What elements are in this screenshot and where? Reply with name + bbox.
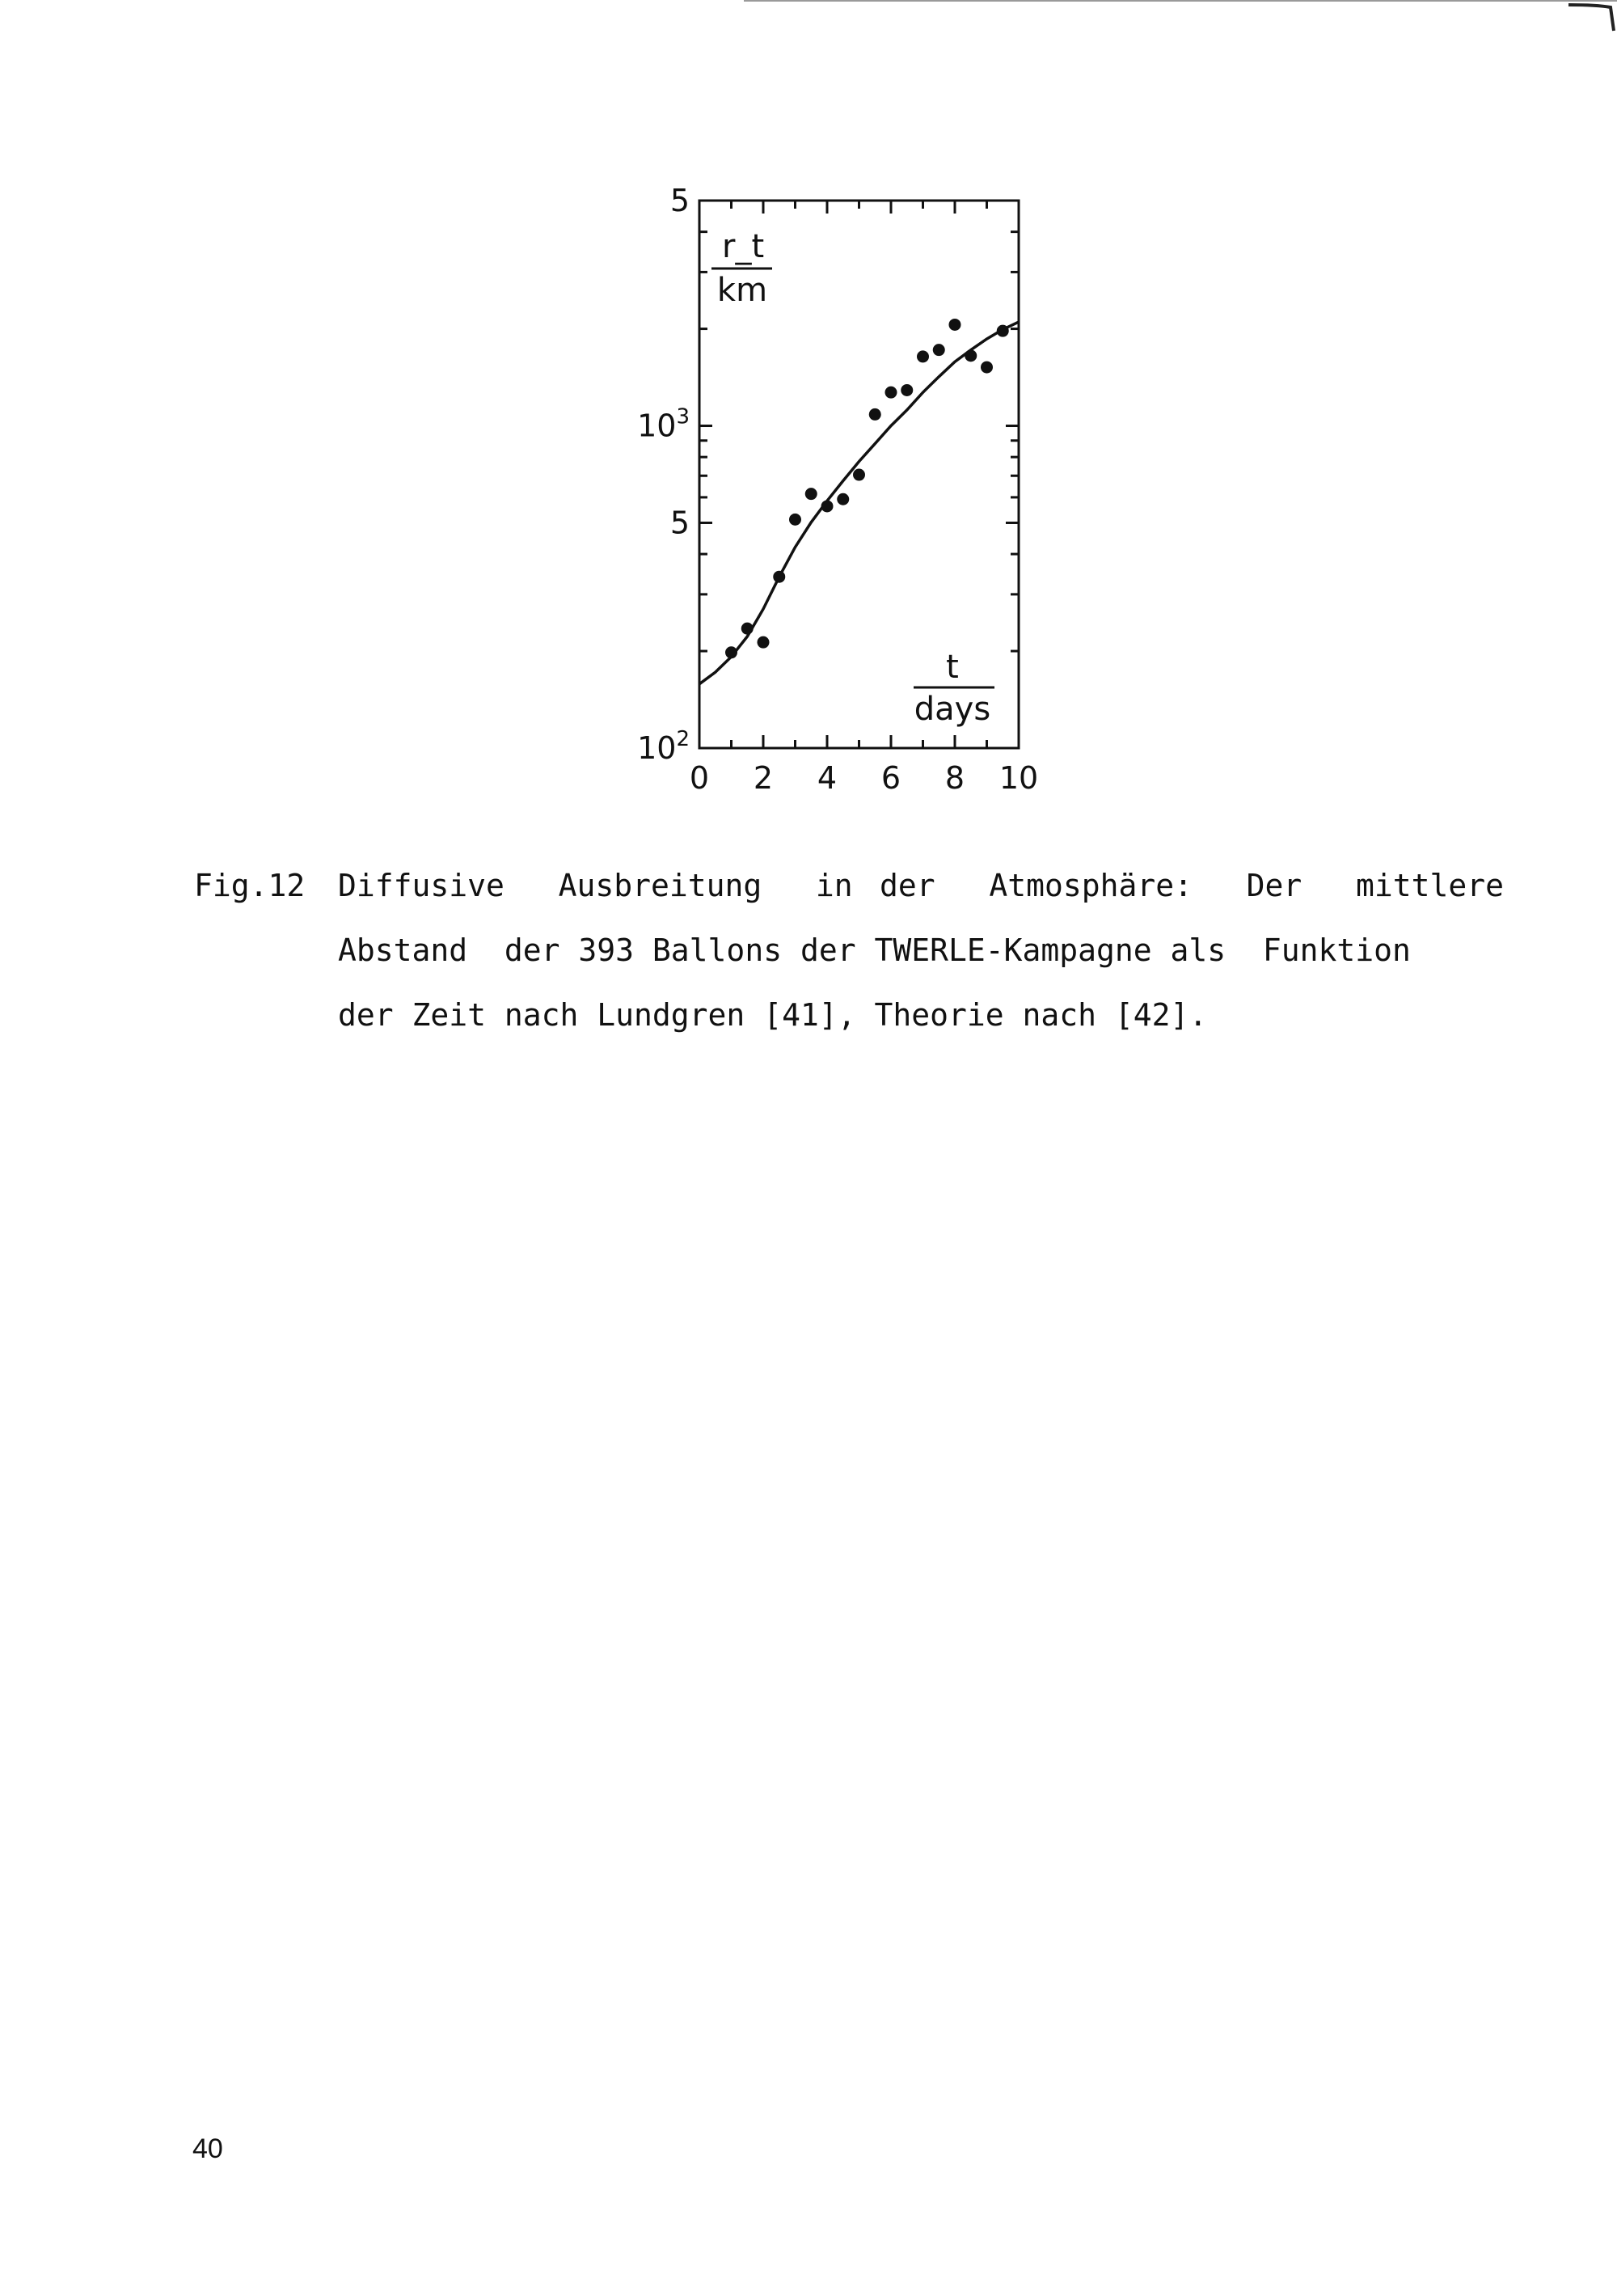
caption-line-3-text: der Zeit nach Lundgren [41], Theorie nach [42].	[338, 997, 1208, 1033]
y-tick-label: $10^3$	[637, 404, 690, 444]
data-point	[758, 636, 770, 649]
data-point	[965, 349, 977, 362]
data-point	[773, 571, 785, 583]
data-point	[981, 362, 993, 374]
y-axis-label	[722, 228, 764, 265]
caption-figure-label: Fig.12	[194, 868, 306, 903]
data-point	[821, 500, 834, 512]
data-point	[885, 387, 897, 399]
data-point	[869, 408, 881, 421]
data-point	[789, 514, 801, 526]
x-tick-label: 10	[998, 760, 1039, 796]
data-points	[725, 319, 1009, 658]
caption-line-1	[194, 853, 1504, 918]
x-axis-label: t	[946, 649, 959, 686]
x-tick-labels	[690, 760, 1038, 796]
data-point	[725, 646, 737, 658]
data-point	[741, 623, 754, 635]
y-axis-unit: km	[716, 272, 768, 309]
data-point	[901, 384, 913, 396]
x-tick-label: 2	[753, 760, 774, 796]
data-point	[949, 319, 961, 331]
x-tick-label: 8	[944, 760, 965, 796]
data-point	[933, 344, 945, 356]
caption-line-2-text: Abstand der 393 Ballons der TWERLE-Kampagne als Funktion	[338, 932, 1411, 968]
x-axis-unit: days	[914, 691, 991, 728]
x-tick-label: 4	[817, 760, 838, 796]
y-tick-labels	[637, 183, 690, 766]
caption-line-2	[194, 918, 1504, 983]
chart-figure	[0, 0, 1617, 849]
caption-line-3	[194, 983, 1504, 1047]
y-tick-label: 5	[669, 183, 690, 218]
data-point	[837, 493, 849, 505]
data-point	[997, 325, 1009, 337]
y-axis-symbol: r_t	[722, 228, 765, 265]
y-tick-label: 5	[669, 505, 690, 541]
data-point	[853, 469, 865, 481]
data-point	[805, 488, 817, 500]
figure-caption	[194, 853, 1504, 1047]
data-point	[917, 350, 929, 362]
x-tick-label: 0	[689, 760, 710, 796]
y-tick-label: $10^2$	[637, 727, 690, 766]
caption-line-1-text: Diffusive Ausbreitung in der Atmosphäre: Der mittlere	[338, 868, 1504, 903]
x-tick-label: 6	[880, 760, 901, 796]
page-number: 40	[192, 2133, 223, 2164]
